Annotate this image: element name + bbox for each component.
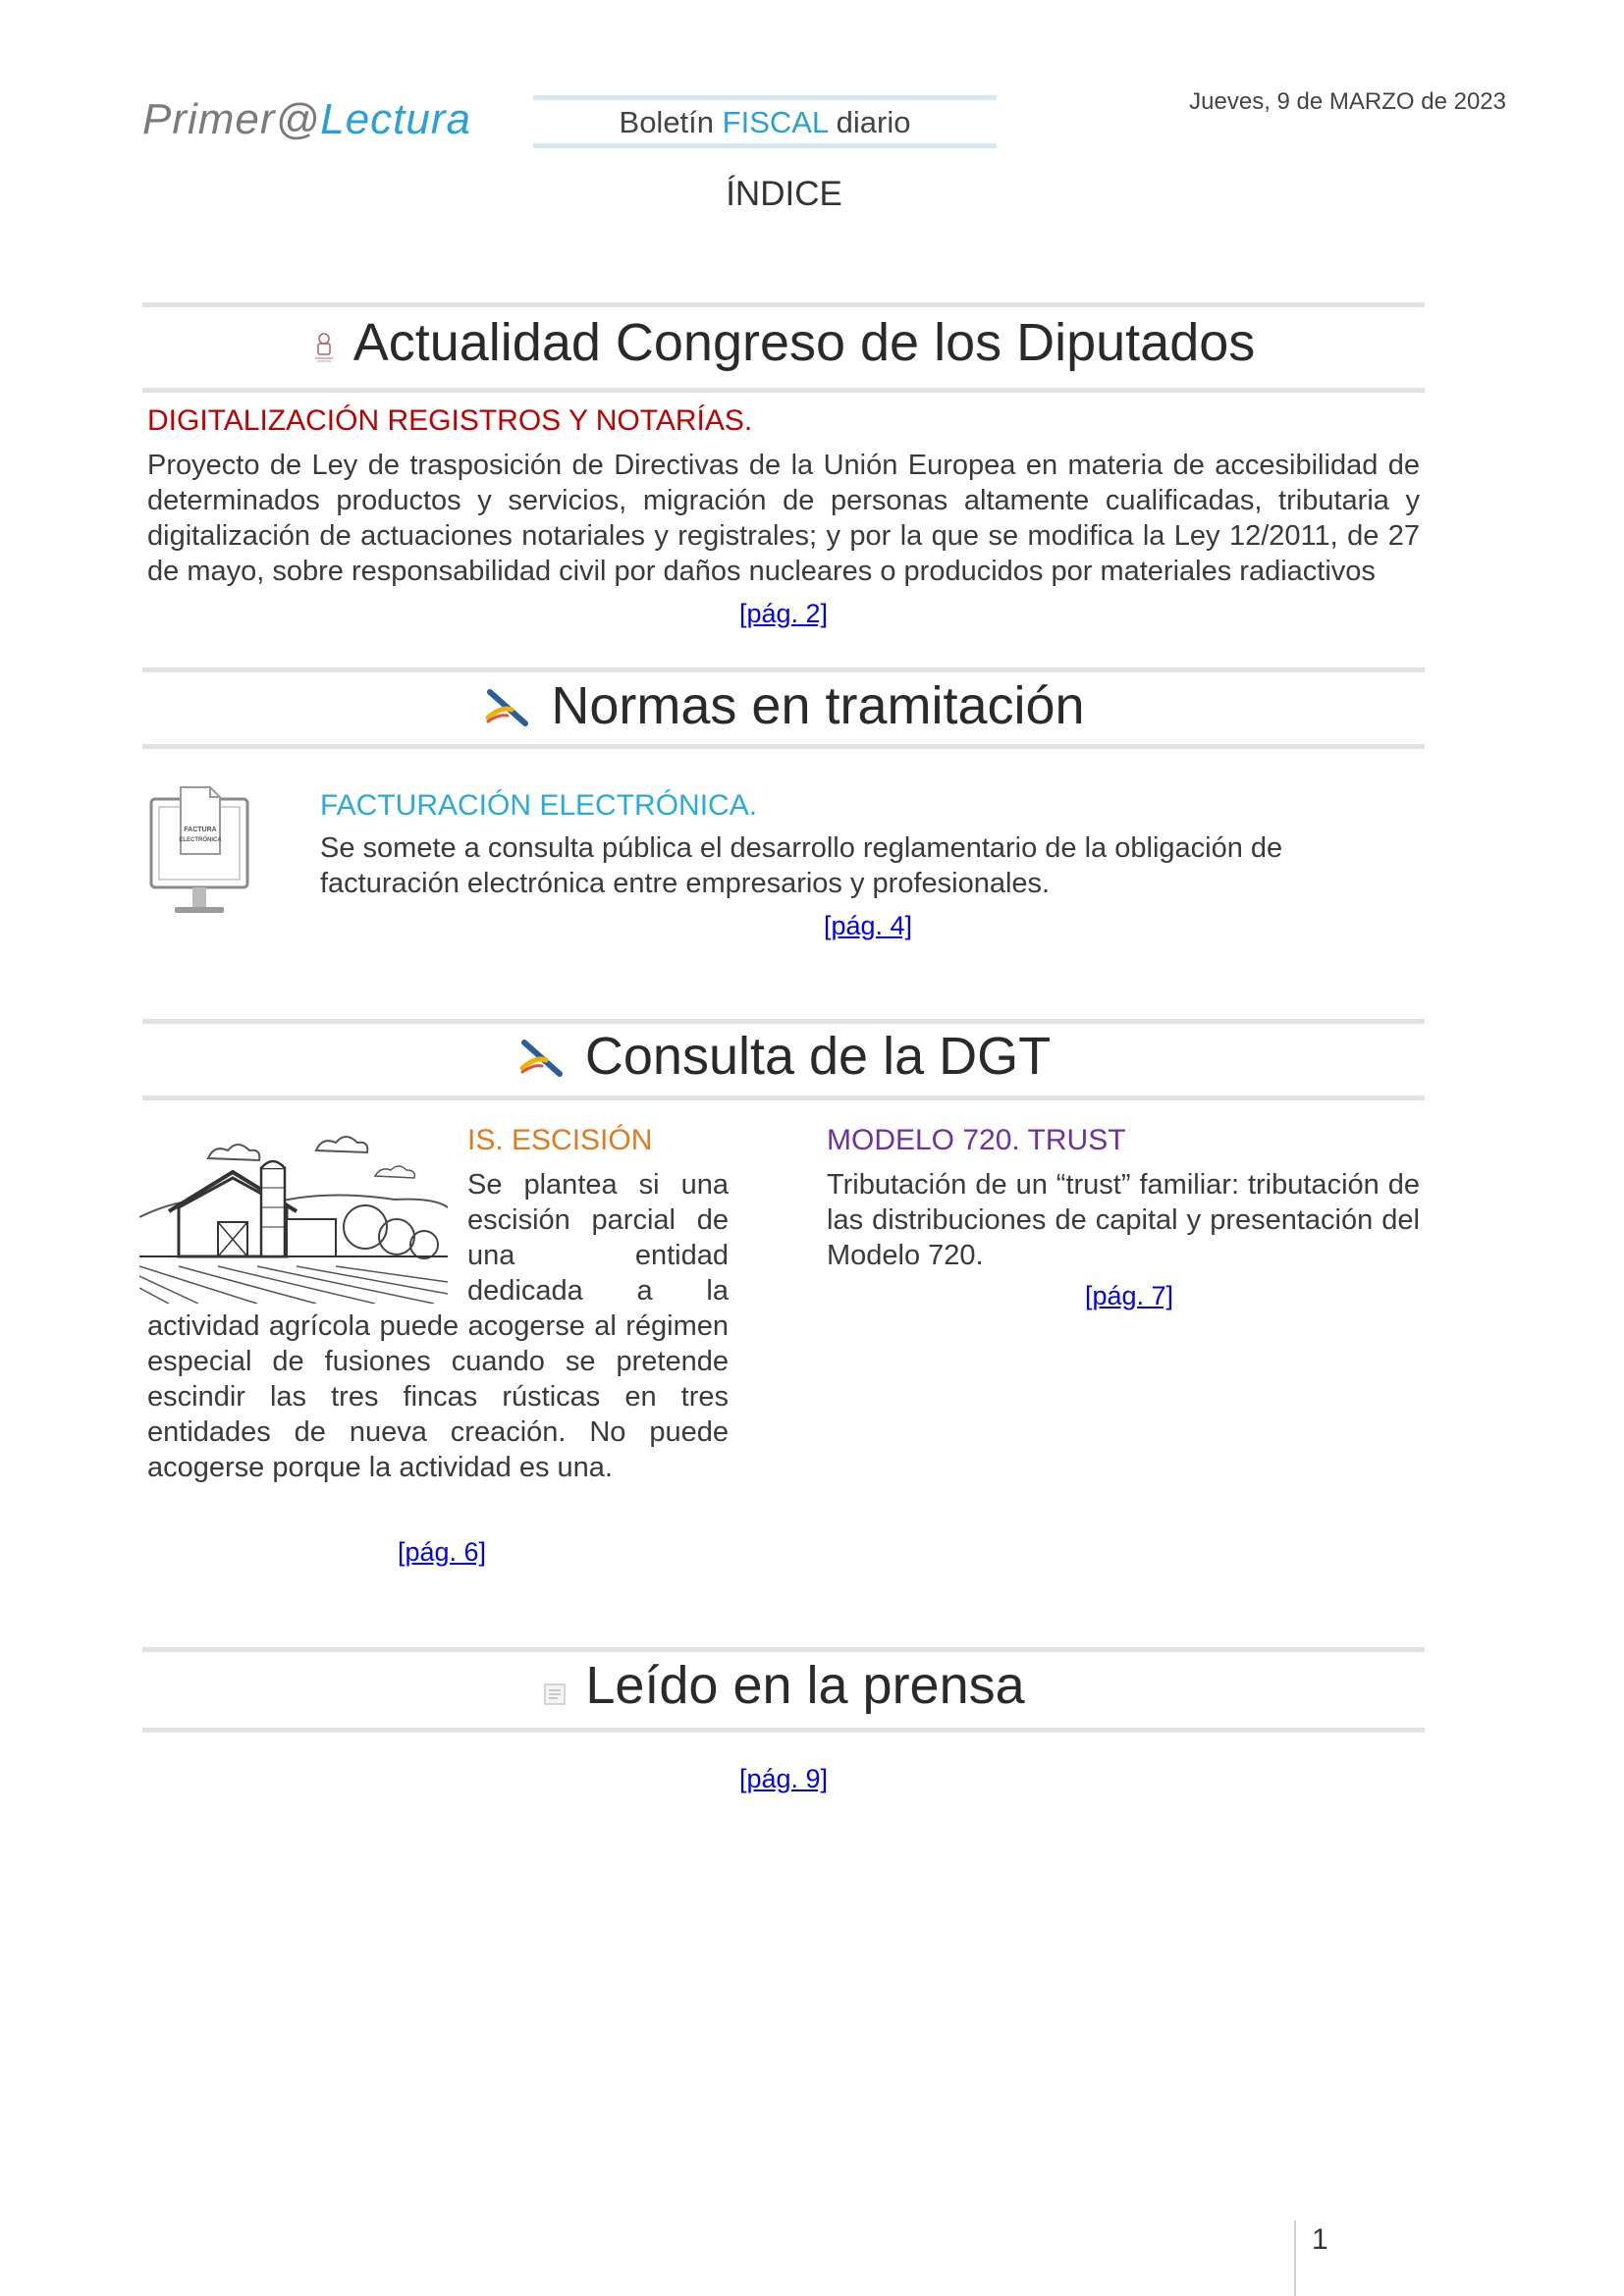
- summary-escision-line: una entidad: [467, 1240, 729, 1271]
- page-link-9[interactable]: [pág. 9]: [738, 1764, 829, 1793]
- page-link-6[interactable]: [pág. 6]: [397, 1537, 487, 1567]
- section-divider-top: [142, 302, 1425, 307]
- summary-escision-rest: actividad agrícola puede acogerse al régimen especial de fusiones cuando se pretende escindir las tres fincas rústicas en tres entidades de nueva creación. No puede acogerse porque la actividad es una.: [147, 1310, 729, 1483]
- invoice-label-line1: FACTURA: [184, 827, 217, 833]
- summary-modelo-720: Tributación de un “trust” familiar: tributación de las distribuciones de capital y presentación del Modelo 720.: [827, 1169, 1420, 1271]
- invoice-monitor-image: [149, 785, 249, 917]
- summary-escision-wrap: [467, 1167, 729, 1308]
- bulletin-part1: Boletín: [619, 105, 723, 139]
- topic-digitalizacion: DIGITALIZACIÓN REGISTROS Y NOTARÍAS.: [147, 404, 753, 437]
- section-divider-top: [142, 1019, 1425, 1024]
- newspaper-icon: [542, 1659, 568, 1720]
- section-title-text: Consulta de la DGT: [584, 1027, 1052, 1086]
- page-link-4[interactable]: [pág. 4]: [823, 911, 913, 940]
- topic-escision: IS. ESCISIÓN: [467, 1124, 653, 1156]
- section-divider-top: [142, 1647, 1425, 1652]
- invoice-label-line2: ELECTRÓNICA: [179, 837, 222, 843]
- bulletin-title: [533, 105, 997, 140]
- section-title-prensa: [142, 1655, 1425, 1720]
- section-title-text: Actualidad Congreso de los Diputados: [352, 313, 1256, 372]
- summary-facturacion: Se somete a consulta pública el desarrollo reglamentario de la obligación de facturación electrónica entre empresarios y profesionales.: [320, 832, 1283, 899]
- topic-modelo-720: MODELO 720. TRUST: [827, 1124, 1126, 1156]
- section-divider-bottom: [142, 744, 1425, 749]
- issue-date: Jueves, 9 de MARZO de 2023: [1189, 88, 1506, 115]
- tax-agency-logo-icon: [482, 679, 533, 740]
- page-number: 1: [1312, 2223, 1328, 2256]
- section-divider-bottom: [142, 388, 1425, 393]
- page-number-divider: [1294, 2220, 1296, 2296]
- summary-digitalizacion: Proyecto de Ley de trasposición de Directivas de la Unión Europea en materia de accesibilidad de determinados productos y servicios, migración de personas altamente cualificadas, tributaria y digitalización de actuaciones notariales y registrales; y por la que se modifica la Ley 12/2011, de 27 de mayo, sobre responsabilidad civil por daños nucleares o producidos por materiales radiactivos: [147, 450, 1420, 587]
- tax-agency-logo-icon: [516, 1030, 568, 1091]
- section-divider-bottom: [142, 1095, 1425, 1100]
- section-title-congreso: [142, 312, 1425, 377]
- index-title: ÍNDICE: [726, 175, 842, 213]
- section-title-normas: [142, 675, 1425, 740]
- section-divider-top: [142, 667, 1425, 672]
- topic-facturacion: FACTURACIÓN ELECTRÓNICA.: [320, 789, 758, 822]
- section-divider-bottom: [142, 1728, 1425, 1733]
- brand-part1: Primer@: [142, 95, 321, 143]
- brand-logo: [142, 95, 471, 144]
- section-title-dgt: [142, 1026, 1425, 1091]
- brand-part2: Lectura: [320, 95, 471, 143]
- section-title-text: Leído en la prensa: [585, 1656, 1025, 1715]
- page-link-2[interactable]: [pág. 2]: [738, 599, 829, 628]
- bulletin-part2: FISCAL: [722, 105, 829, 139]
- summary-escision-line: dedicada a la: [467, 1275, 729, 1307]
- farm-illustration: [139, 1129, 448, 1304]
- summary-escision-line: escisión parcial de: [467, 1204, 729, 1236]
- congress-seal-icon: [312, 316, 336, 377]
- bulletin-part3: diario: [828, 105, 911, 139]
- page-link-7[interactable]: [pág. 7]: [1084, 1281, 1174, 1310]
- section-title-text: Normas en tramitación: [551, 676, 1085, 735]
- summary-escision-line: Se plantea si una: [467, 1169, 729, 1201]
